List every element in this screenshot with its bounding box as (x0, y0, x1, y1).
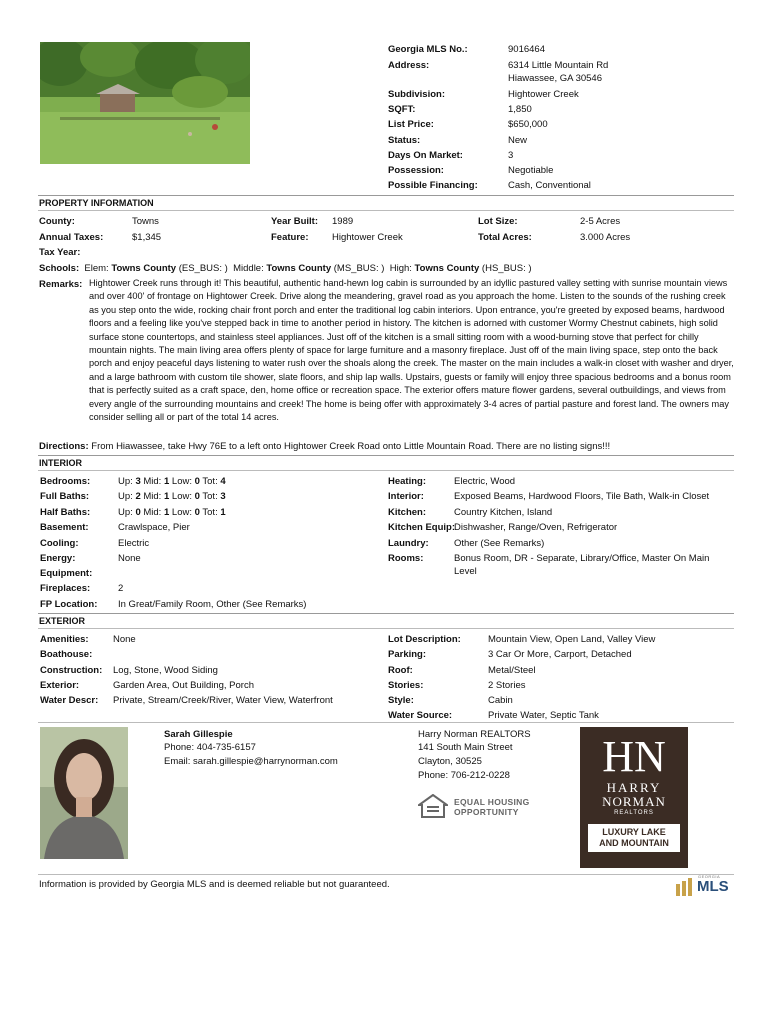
subdivision-label: Subdivision: (388, 89, 445, 100)
stories-value: 2 Stories (488, 680, 526, 691)
bedrooms-counts (118, 476, 226, 487)
equal-housing-text (454, 797, 530, 817)
water-source-value: Private Water, Septic Tank (488, 710, 599, 721)
boathouse-label: Boathouse: (40, 649, 93, 660)
lot-size-label: Lot Size: (478, 216, 518, 227)
laundry-label: Laundry: (388, 538, 429, 549)
bedrooms-low: 0 (194, 476, 200, 487)
half-baths-up: 0 (135, 507, 141, 518)
up-label: Up: (118, 476, 133, 487)
high-school: Towns County (414, 263, 480, 274)
basement-value: Crawlspace, Pier (118, 522, 190, 533)
total-acres-value: 3.000 Acres (580, 232, 631, 243)
lot-size-value: 2-5 Acres (580, 216, 621, 227)
low-label: Low: (171, 507, 192, 518)
logo-badge (588, 824, 680, 852)
parking-value: 3 Car Or More, Carport, Detached (488, 649, 632, 660)
mid-label: Mid: (143, 476, 162, 487)
logo-line1: HARRY (606, 780, 662, 795)
office-phone: Phone: 706-212-0228 (418, 770, 510, 781)
address-label: Address: (388, 60, 430, 71)
bedrooms-up: 3 (135, 476, 141, 487)
logo-line5: AND MOUNTAIN (599, 838, 669, 848)
middle-code: (MS_BUS: ) (333, 263, 385, 274)
mls-logo-small: GEORGIA (698, 874, 721, 879)
divider (38, 455, 734, 456)
logo-line2: NORMAN (602, 794, 666, 809)
status-value: New (508, 135, 528, 146)
financing-label: Possible Financing: (388, 180, 478, 191)
address-line1: 6314 Little Mountain Rd (508, 60, 609, 71)
status-label: Status: (388, 135, 421, 146)
address-line2: Hiawassee, GA 30546 (508, 73, 603, 84)
amenities-value: None (113, 634, 136, 645)
agent-photo (40, 727, 128, 859)
roof-label: Roof: (388, 665, 413, 676)
half-baths-counts (118, 507, 226, 518)
agent-phone: Phone: 404-735-6157 (164, 742, 256, 753)
divider (38, 874, 734, 875)
equal-housing-line1: EQUAL HOUSING (454, 797, 530, 807)
laundry-value: Other (See Remarks) (454, 538, 545, 549)
interior-heading: INTERIOR (39, 458, 83, 468)
mid-label: Mid: (143, 507, 162, 518)
fireplaces-value: 2 (118, 583, 124, 594)
construction-value: Log, Stone, Wood Siding (113, 665, 218, 676)
total-acres-label: Total Acres: (478, 232, 532, 243)
bedrooms-label: Bedrooms: (40, 476, 91, 487)
half-baths-label: Half Baths: (40, 507, 91, 518)
logo-line3: REALTORS (614, 810, 654, 816)
sqft-label: SQFT: (388, 104, 416, 115)
disclaimer: Information is provided by Georgia MLS and is deemed reliable but not guaranteed. (39, 879, 390, 890)
county-value: Towns (132, 216, 159, 227)
stories-label: Stories: (388, 680, 424, 691)
lot-description-label: Lot Description: (388, 634, 461, 645)
county-label: County: (39, 216, 75, 227)
basement-label: Basement: (40, 522, 89, 533)
tot-label: Tot: (202, 476, 218, 487)
possession-value: Negotiable (508, 165, 554, 176)
list-price-value: $650,000 (508, 119, 548, 130)
mid-label: Mid: (143, 491, 162, 502)
kitchen-label: Kitchen: (388, 507, 426, 518)
high-label: High: (389, 263, 412, 274)
fireplaces-label: Fireplaces: (40, 583, 91, 594)
logo-line4: LUXURY LAKE (602, 827, 666, 837)
tot-label: Tot: (202, 491, 218, 502)
agent-email[interactable]: Email: sarah.gillespie@harrynorman.com (164, 756, 338, 767)
property-info-heading: PROPERTY INFORMATION (39, 198, 154, 208)
cooling-label: Cooling: (40, 538, 79, 549)
amenities-label: Amenities: (40, 634, 89, 645)
sqft-value: 1,850 (508, 104, 532, 115)
full-baths-low: 0 (194, 491, 200, 502)
divider (38, 628, 734, 629)
rooms-value-line1: Bonus Room, DR - Separate, Library/Office, Master On Main (454, 553, 710, 564)
directions-label: Directions: (39, 441, 89, 452)
bedrooms-total: 4 (220, 476, 226, 487)
days-on-market-value: 3 (508, 150, 514, 161)
lot-description-value: Mountain View, Open Land, Valley View (488, 634, 656, 645)
full-baths-total: 3 (220, 491, 226, 502)
harry-norman-logo (580, 727, 688, 868)
roof-value: Metal/Steel (488, 665, 536, 676)
days-on-market-label: Days On Market: (388, 150, 463, 161)
exterior-label: Exterior: (40, 680, 80, 691)
office-city: Clayton, 30525 (418, 756, 482, 767)
listing-photo (40, 42, 250, 164)
middle-label: Middle: (233, 263, 264, 274)
divider (38, 470, 734, 471)
kitchen-equip-value: Dishwasher, Range/Oven, Refrigerator (454, 522, 618, 533)
divider (38, 613, 734, 614)
office-name: Harry Norman REALTORS (418, 729, 531, 740)
half-baths-total: 1 (220, 507, 226, 518)
mls-logo-text: MLS (697, 878, 729, 895)
annual-taxes-label: Annual Taxes: (39, 232, 104, 243)
equipment-label: Equipment: (40, 568, 93, 579)
year-built-value: 1989 (332, 216, 354, 227)
fp-location-label: FP Location: (40, 599, 98, 610)
feature-value: Hightower Creek (332, 232, 403, 243)
logo-initials: HN (602, 732, 666, 781)
exterior-heading: EXTERIOR (39, 616, 86, 626)
style-label: Style: (388, 695, 414, 706)
construction-label: Construction: (40, 665, 103, 676)
fp-location-value: In Great/Family Room, Other (See Remarks) (118, 599, 307, 610)
heating-label: Heating: (388, 476, 426, 487)
low-label: Low: (171, 491, 192, 502)
full-baths-label: Full Baths: (40, 491, 90, 502)
full-baths-mid: 1 (163, 491, 170, 502)
low-label: Low: (171, 476, 192, 487)
half-baths-mid: 1 (163, 507, 170, 518)
equal-housing-icon (418, 794, 448, 821)
interior-features-value: Exposed Beams, Hardwood Floors, Tile Bath, Walk-in Closet (454, 491, 710, 502)
divider (38, 722, 734, 723)
half-baths-low: 0 (194, 507, 200, 518)
feature-label: Feature: (271, 232, 309, 243)
cooling-value: Electric (118, 538, 150, 549)
middle-school: Towns County (266, 263, 332, 274)
high-code: (HS_BUS: ) (481, 263, 532, 274)
rooms-label: Rooms: (388, 553, 424, 564)
full-baths-counts (118, 491, 226, 502)
energy-label: Energy: (40, 553, 76, 564)
agent-name: Sarah Gillespie (164, 729, 233, 740)
heating-value: Electric, Wood (454, 476, 516, 487)
divider (38, 195, 734, 196)
schools-label: Schools: (39, 263, 80, 274)
remarks-label: Remarks: (39, 279, 83, 290)
subdivision-value: Hightower Creek (508, 89, 579, 100)
parking-label: Parking: (388, 649, 427, 660)
full-baths-up: 2 (135, 491, 141, 502)
interior-features-label: Interior: (388, 491, 424, 502)
directions-row (39, 441, 610, 452)
mls-number-value: 9016464 (508, 44, 545, 55)
elem-school: Towns County (111, 263, 177, 274)
elem-code: (ES_BUS: ) (178, 263, 228, 274)
list-price-label: List Price: (388, 119, 434, 130)
equal-housing-line2: OPPORTUNITY (454, 807, 519, 817)
schools-row (39, 263, 532, 274)
mls-bars-icon (676, 878, 696, 896)
up-label: Up: (118, 507, 133, 518)
tot-label: Tot: (202, 507, 218, 518)
water-descr-value: Private, Stream/Creek/River, Water View, Waterfront (113, 695, 333, 706)
bedrooms-mid: 1 (163, 476, 170, 487)
financing-value: Cash, Conventional (508, 180, 591, 191)
style-value: Cabin (488, 695, 513, 706)
remarks-text: Hightower Creek runs through it! This beautiful, authentic hand-hewn log cabin is surrounded by an idyllic pastured valley setting with sunrise mountain views and over 400' of frontage on Hightower Creek. Drive along the meandering, gravel road as you approach the home. Listen to the sounds of the rushing creek as you step onto the wide, rocking chair front porch and enter the traditional log cabin interiors. Upon entrance, you're greeted by exposed beams, hardwood floors and a feeling like you've stepped back in time to another period in history. The kitchen is adorned with customer Wormy Chestnut cabinets, high solid surface stone countertops, and stainless steel appliances. Just off of the kitchen is a small sitting room with a wood-burning stove that perfect for chilly mountain nights. The main living area offers plenty of space for large furniture and a masonry fireplace. Just off of the main living space, step onto the back porch and enjoy peaceful days listening to water rush over the shoals along the creek. The master on the main includes a walk-in closet with washer and dryer, and a large bathroom with custom tile shower, slate floors, and ship lap walls. Upstairs, guests or family will enjoy three spacious bedrooms and a bonus room that is perfectly suited as a craft space, den, home office or recreation space. The exterior offers mature flower gardens, several outbuildings, and views from every angle of the surrounding mountains and creek! The home is being offer with approximately 3-4 acres of partial pasture and forest land. The owners may consider selling all or part of the total 14 acres. (89, 278, 734, 423)
water-descr-label: Water Descr: (40, 695, 99, 706)
kitchen-equip-label: Kitchen Equip: (388, 522, 456, 533)
divider (38, 210, 734, 211)
rooms-value-line2: Level (454, 566, 477, 577)
energy-value: None (118, 553, 141, 564)
mls-number-label: Georgia MLS No.: (388, 44, 468, 55)
tax-year-label: Tax Year: (39, 247, 81, 258)
office-street: 141 South Main Street (418, 742, 513, 753)
up-label: Up: (118, 491, 133, 502)
directions-text: From Hiawassee, take Hwy 76E to a left onto Hightower Creek Road onto Little Mountain Road. There are no listing signs!!! (91, 441, 611, 452)
possession-label: Possession: (388, 165, 444, 176)
water-source-label: Water Source: (388, 710, 453, 721)
elem-label: Elem: (84, 263, 109, 274)
kitchen-value: Country Kitchen, Island (454, 507, 553, 518)
exterior-value: Garden Area, Out Building, Porch (113, 680, 254, 691)
year-built-label: Year Built: (271, 216, 318, 227)
annual-taxes-value: $1,345 (132, 232, 162, 243)
